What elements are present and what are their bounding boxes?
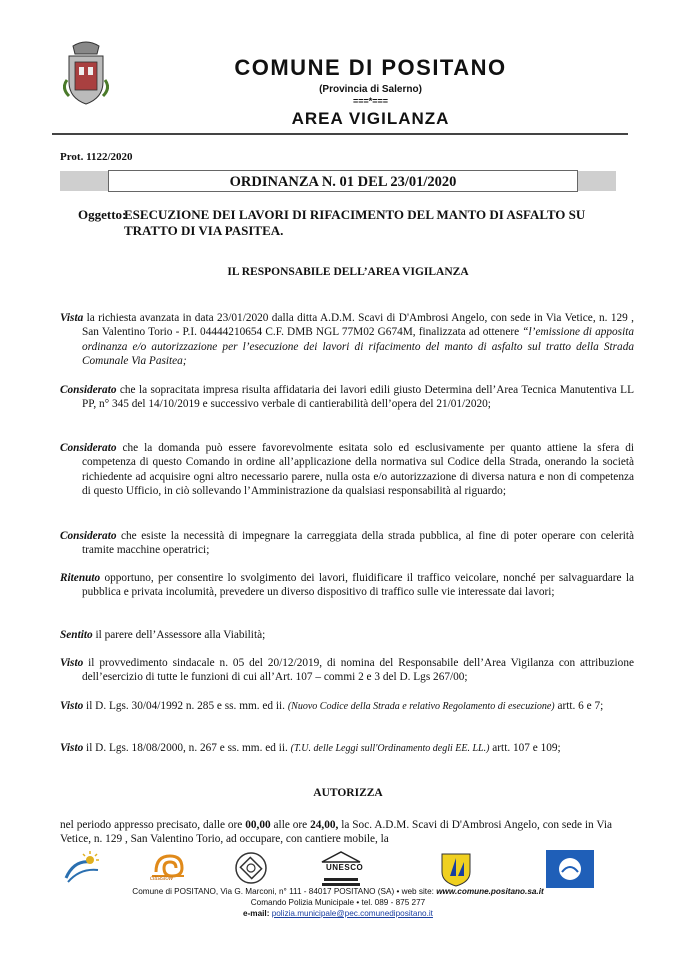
responsible-heading: IL RESPONSABILE DELL’AREA VIGILANZA [227, 266, 469, 278]
paragraph-vista-request: Vista la richiesta avanzata in data 23/01/2020 dalla ditta A.D.M. Scavi di D'Ambrosi Angelo, con sede in Via Vetice, n. 129 , San Valentino Torio - P.I. 04444210654 C.F. DMB NGL 77M02 G674M, finalizzata ad ottenere “l’emissione di apposita ordinanza e/o autorizzazione per l’esecuzione dei lavori di rifacimento del manto di asfalto sul tratto della Strada Comunale Via Pasitea; [60, 312, 634, 368]
municipality-title: COMUNE DI POSITANO [234, 55, 507, 80]
footer-contact: Comando Polizia Municipale • tel. 089 - 875 277 [250, 898, 426, 907]
sun-logo-icon [60, 850, 104, 891]
unesco-label: UNESCO [326, 863, 364, 872]
footer-address: Comune di POSITANO, Via G. Marconi, n° 111 - 84017 POSITANO (SA) • web site: www.comune.positano.sa.it [132, 887, 544, 896]
paragraph-visto-2: Visto il D. Lgs. 30/04/1992 n. 285 e ss. mm. ed ii. (Nuovo Codice della Strada e relativo Regolamento di esecuzione) artt. 6 e 7; [60, 700, 604, 712]
footer-email-link[interactable]: polizia.municipale@pec.comunedipositano.it [271, 909, 433, 918]
header-separator: ===*=== [352, 96, 389, 106]
cittaslow-label: cittaslow [150, 876, 174, 882]
footer-email: e-mail: polizia.municipale@pec.comunedipositano.it [243, 909, 433, 918]
authorize-heading: AUTORIZZA [313, 787, 383, 799]
paragraph-considerato-1: Considerato che la sopracitata impresa risulta affidataria dei lavori edili giusto Determina dell’Area Tecnica Manutentiva LL PP, n° 345 del 14/10/2019 e successivo verbale di cantierabilità dell’opera del 21/01/2020; [60, 384, 634, 411]
ordinance-band-left [60, 171, 108, 191]
paragraph-ritenuto: Ritenuto opportuno, per consentire lo svolgimento dei lavori, fluidificare il traffico veicolare, nonché per salvaguardare la pubblica e privata incolumità, prevedere un diverso dispositivo di traffico sulle vie interessate dai lavori; [60, 572, 634, 599]
paragraph-considerato-2: Considerato che la domanda può essere favorevolmente esitata solo ed esclusivamente per quanto attiene la sfera di competenza di questo Comando in ordine all’applicazione della normativa sul Codice della Strada, onerando la società richiedente ad acquisire ogni altro necessario parere, nulla osta e/o autorizzazione di diversa natura e non di competenza di questo Ufficio, in ciò sollevando l’Amministrazione da qualsiasi responsabilità al riguardo; [60, 442, 634, 498]
paragraph-considerato-3: Considerato che esiste la necessità di impegnare la carreggiata della strada pubblica, al fine di poter operare con celerità tramite macchine operatrici; [60, 530, 634, 557]
subject-text: ESECUZIONE DEI LAVORI DI RIFACIMENTO DEL MANTO DI ASFALTO SU TRATTO DI VIA PASITEA. [124, 207, 586, 238]
paragraph-authorization: nel periodo appresso precisato, dalle ore 00,00 alle ore 24,00, la Soc. A.D.M. Scavi di D'Ambrosi Angelo, con sede in Via Vetice, n. 129 , San Valentino Torio, ad occupare, con cantiere mobile, la [60, 819, 613, 846]
protocol-number: Prot. 1122/2020 [60, 151, 133, 163]
subject-label: Oggetto: [78, 207, 127, 222]
ordinance-title: ORDINANZA N. 01 DEL 23/01/2020 [108, 170, 578, 192]
paragraph-visto-3: Visto il D. Lgs. 18/08/2000, n. 267 e ss. mm. ed ii. (T.U. delle Leggi sull'Ordinamento degli EE. LL.) artt. 107 e 109; [60, 742, 561, 754]
heritage-emblem-icon [234, 850, 268, 891]
subject-block [78, 207, 618, 238]
footer-website-link[interactable]: www.comune.positano.sa.it [436, 887, 544, 896]
ordinance-band-right [578, 171, 616, 191]
header-divider [52, 133, 628, 135]
paragraph-sentito: Sentito il parere dell’Assessore alla Viabilità; [60, 629, 266, 641]
paragraph-visto-1: Visto il provvedimento sindacale n. 05 del 20/12/2019, di nomina del Responsabile dell’Area Vigilanza con attribuzione dell’esercizio di tutte le funzioni di cui all’Art. 107 – commi 2 e 3 del D. Lgs 267/00; [60, 657, 634, 684]
cittaslow-logo-icon [148, 850, 188, 891]
province-label: (Provincia di Salerno) [319, 84, 422, 95]
department-title: AREA VIGILANZA [291, 109, 450, 128]
